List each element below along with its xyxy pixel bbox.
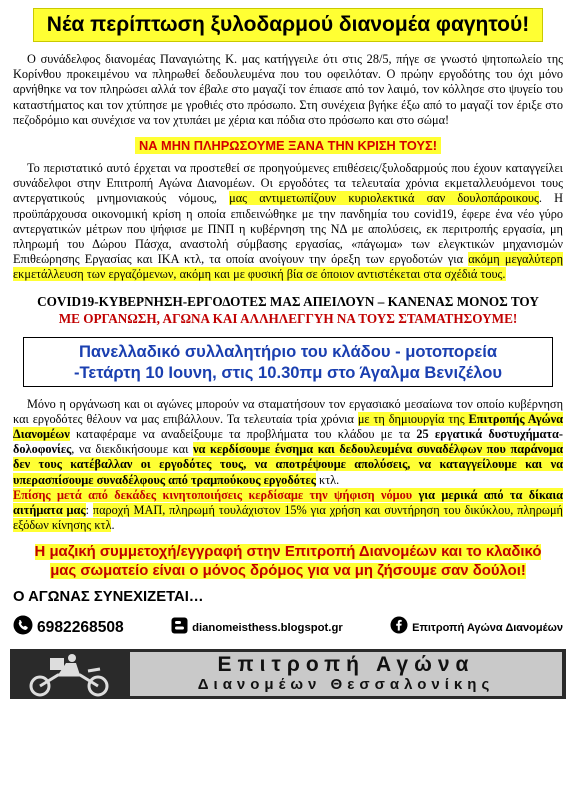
rally-announcement-box [23,337,553,387]
paragraph-incident: Ο συνάδελφος διανομέας Παναγιώτης Κ. μας κατήγγειλε ότι στις 28/5, πήγε σε γνωστό ψητοπωλείο της Κορίνθου προκειμένου να πληρωθεί δεδουλευμένα που του οφειλόταν. Ο πρώην εργοδότης του όχι μόνο αρνήθηκε να τον πληρώσει αλλά τον έβαλε στο μαγαζί τον έπιασε από τον λαιμό, τον κόλλησε στο ψυγείο του καταστήματος και τον χτύπησε με γροθιές στο πρόσωπο. Στη συνέχεια βγήκε έξω από το μαγαζί τον έριξε στο πεζοδρόμιο και συνέχισε να τον χτυπάει με χέρια και πόδια στο πρόσωπο και στο σώμα! [13,52,563,127]
closing-slogan [13,543,563,581]
slogan-crisis-text: ΝΑ ΜΗΝ ΠΛΗΡΩΣΟΥΜΕ ΞΑΝΑ ΤΗΝ ΚΡΙΣΗ ΤΟΥΣ! [135,137,441,154]
highlight-run: ακόμη μεγαλύτερη εκμετάλλευση των εργαζόμενων, ακόμη και με φυσική βία σε όποιον αντιστέκεται στα σχέδιά τους. [13,252,563,282]
highlight-run: με τη δημιουργία της [357,411,469,426]
banner-line2: Διανομέων Θεσσαλονίκης [197,676,495,694]
paragraph-law [13,488,563,534]
paragraph-context [13,161,563,283]
text-run: κτλ. [315,472,340,487]
facebook-icon [390,616,408,639]
text-run: . Η προϋπάρχουσα οικονομική κρίση η οποία επιδεινώθηκε με την πανδημία του covid19, έφερε ένα νέο γύρο αντεργατικών μέτρων που ψήφισε με ΠΝΠ η κυβέρνηση της ΝΔ με απολύσεις, εκ περιτροπής εργασία, μη πληρωμή του Δώρου Πάσχα, αναστολή σύμβασης εργασίας, «πάγωμα» των ελεγκτικών μηχανισμών Επιθεώρησης Εργασίας και ΙΚΑ κτλ, τα οποία ανοίγουν την όρεξη των εργοδοτών για [13,191,564,267]
banner-title [130,652,562,696]
covid-slogan [13,293,563,327]
rally-line2: -Τετάρτη 10 Ιουνη, στις 10.30πμ στο Άγαλμα Βενιζέλου [73,362,503,382]
motorcycle-courier-icon [10,649,130,699]
struggle-continues: Ο ΑΓΩΝΑΣ ΣΥΝΕΧΙΖΕΤΑΙ… [13,589,204,606]
phone-icon [13,615,33,640]
highlight-run: παροχή ΜΑΠ, πληρωμή τουλάχιστον 15% για χρήση και συντήρηση του δικύκλου, πληρωμή εξόδων κίνησης κτλ [13,503,563,533]
closing-line1: Η μαζική συμμετοχή/εγγραφή στην Επιτροπή Διανομέων και το κλαδικό [34,544,542,561]
slogan-crisis [13,138,563,153]
text-run: . [111,518,115,533]
highlight-bold-red-run: Επίσης μετά από δεκάδες κινητοποιήσεις κερδίσαμε την ψήφιση νόμου [13,487,413,502]
highlight-run: μας αντιμετωπίζουν κυριολεκτικά σαν δουλοπάροικους [229,191,539,206]
text-run: Το περιστατικό αυτό έρχεται να προστεθεί σε προηγούμενες επιθέσεις/ξυλοδαρμούς που έχουν καταγγείλει συνάδελφοι στην Επιτροπή Αγώνα Διανομέων. Οι εργοδότες τα τελευταία χρόνια εκμεταλλευόμενοι τους αντεργατικούς μνημονιακούς νόμους, [13,161,563,206]
blogger-icon [171,617,188,639]
phone-contact[interactable] [13,615,124,640]
text-run: : [85,503,93,518]
covid-slogan-line1: COVID19-ΚΥΒΕΡΝΗΣΗ-ΕΡΓΟΔΟΤΕΣ ΜΑΣ ΑΠΕΙΛΟΥΝ – ΚΑΝΕΝΑΣ ΜΟΝΟΣ ΤΟΥ [37,293,539,309]
highlight-bold-run: Επιτροπής Αγώνα Διανομέων [13,411,564,442]
closing-line2: μας σωματείο είναι ο μόνος δρόμος για να μη ζήσουμε σαν δούλοι! [50,563,526,580]
phone-number: 6982268508 [37,618,124,636]
facebook-contact[interactable] [390,616,563,639]
banner-line1: Επιτροπή Αγώνα [217,653,475,677]
paragraph-organization [13,397,563,488]
text-run: Μόνο η οργάνωση και οι αγώνες μπορούν να σταματήσουν τον εργασιακό μεσαίωνα τον οποίο κυβέρνηση και εργοδότες θέλουν να μας επιβάλλουν. Τα τελευταία τρία χρόνια [13,396,563,426]
highlight-bold-run: για μερικά από τα δίκαια αιτήματα μας [13,487,563,518]
blog-contact[interactable] [171,617,343,639]
blog-url: dianomeisthess.blogspot.gr [192,621,343,634]
text-run: , να διεκδικήσουμε και [71,442,194,457]
rally-line1: Πανελλαδικό συλλαλητήριο του κλάδου - μοτοπορεία [78,341,498,361]
facebook-page: Επιτροπή Αγώνα Διανομέων [412,621,563,634]
footer-banner [10,649,566,699]
highlight-bold-run: να κερδίσουμε ένσημα και δεδουλευμένα συναδέλφων που παράνομα δεν τους κατέβαλλαν οι εργοδότες τους, να αποτρέψουμε απολύσεις, να καταγγείλουμε και να υπερασπίσουμε συναδέλφους από τραμπούκους εργοδότες [13,442,563,487]
text-run: καταφέραμε να αναδείξουμε τα προβλήματα του κλάδου με τα [69,427,417,442]
covid-slogan-line2: ΜΕ ΟΡΓΑΝΩΣΗ, ΑΓΩΝΑ ΚΑΙ ΑΛΛΗΛΕΓΓΥΗ ΝΑ ΤΟΥΣ ΣΤΑΜΑΤΗΣΟΥΜΕ! [58,310,518,326]
contacts-row [13,615,563,640]
headline: Νέα περίπτωση ξυλοδαρμού διανομέα φαγητού! [33,8,543,42]
bold-run: 25 εργατικά δυστυχήματα-δολοφονίες [13,427,564,457]
